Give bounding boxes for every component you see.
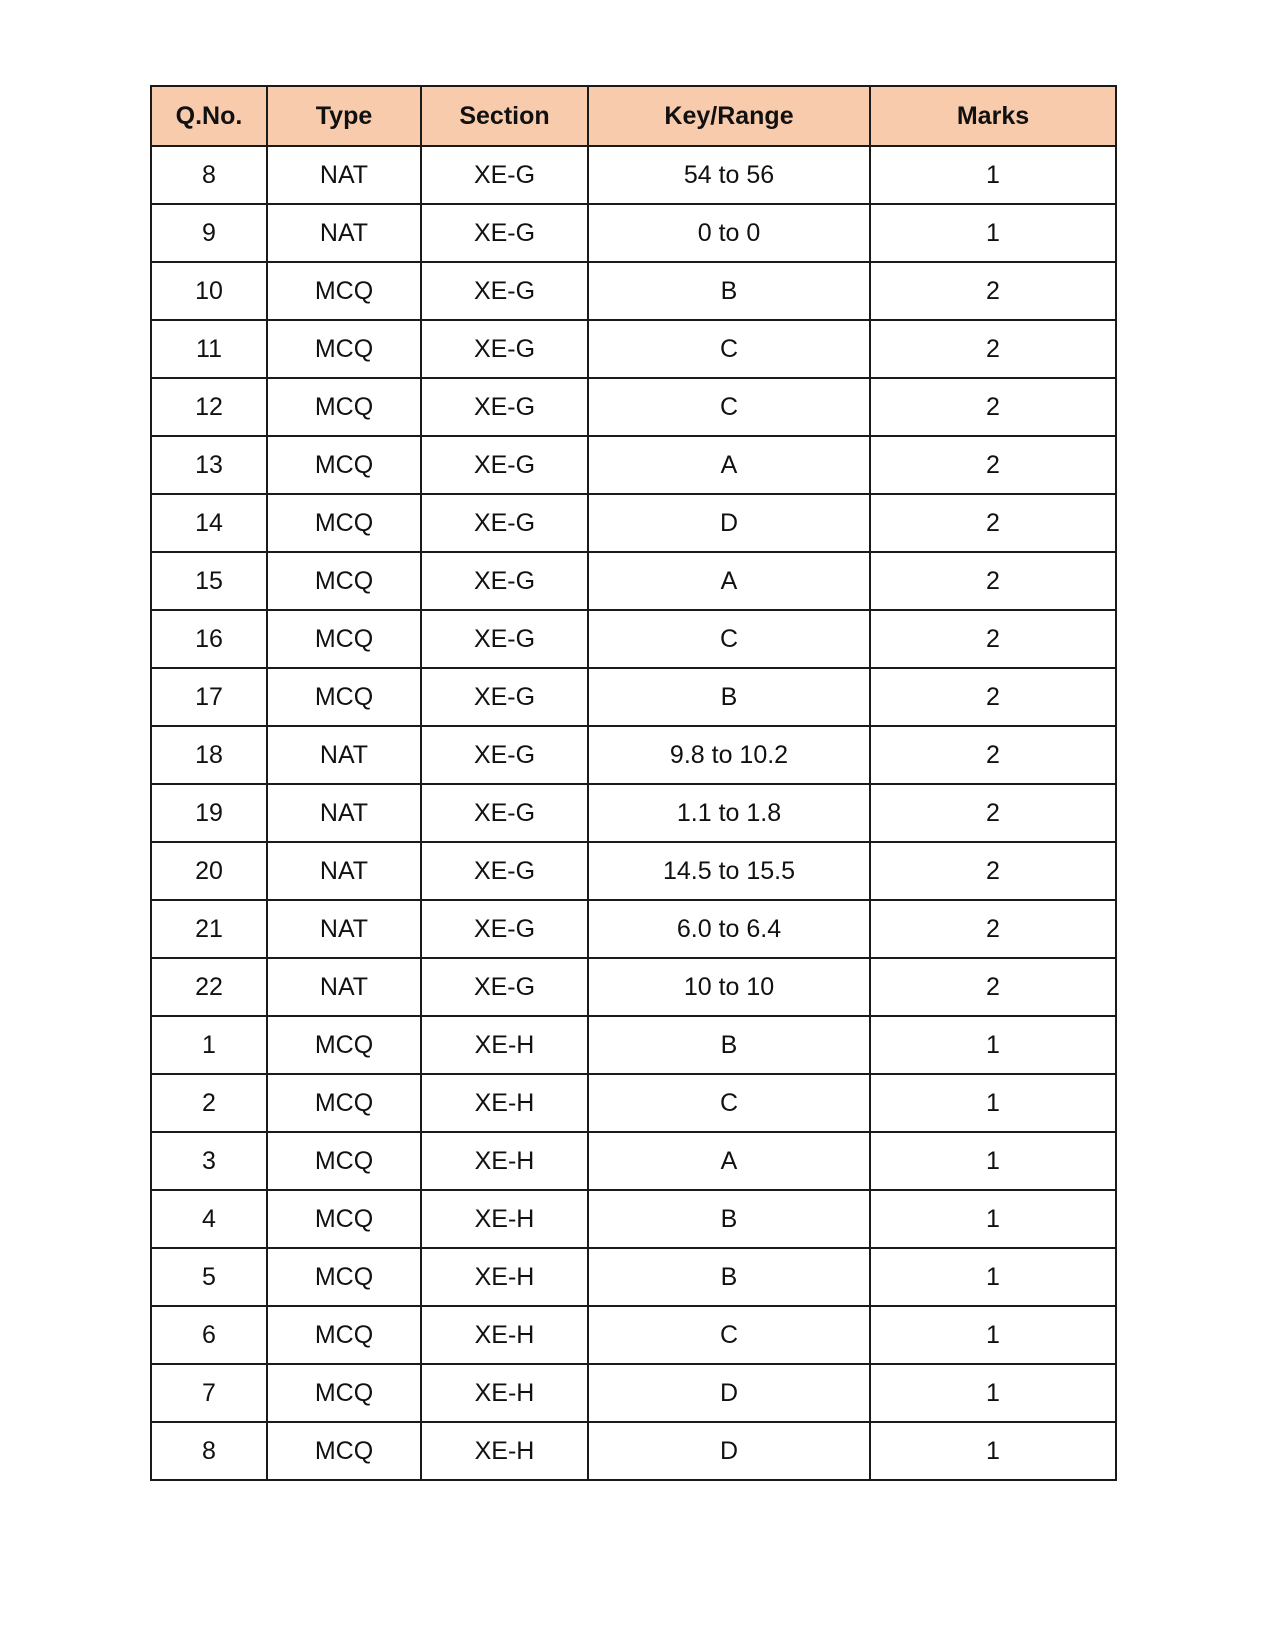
table-row: [151, 1364, 1116, 1422]
cell-section: XE-G: [421, 146, 588, 204]
cell-qno: 3: [151, 1132, 267, 1190]
cell-type: MCQ: [267, 1132, 421, 1190]
header-marks: Marks: [870, 86, 1116, 146]
cell-key-range: D: [588, 1422, 870, 1480]
cell-marks: 1: [870, 204, 1116, 262]
table-row: [151, 784, 1116, 842]
header-key-range: Key/Range: [588, 86, 870, 146]
cell-key-range: B: [588, 262, 870, 320]
cell-section: XE-G: [421, 784, 588, 842]
cell-marks: 2: [870, 552, 1116, 610]
table-row: [151, 320, 1116, 378]
cell-section: XE-G: [421, 958, 588, 1016]
table-row: [151, 436, 1116, 494]
cell-section: XE-G: [421, 494, 588, 552]
table-row: [151, 900, 1116, 958]
cell-qno: 20: [151, 842, 267, 900]
cell-key-range: D: [588, 1364, 870, 1422]
cell-section: XE-G: [421, 610, 588, 668]
cell-type: MCQ: [267, 1190, 421, 1248]
cell-marks: 1: [870, 1190, 1116, 1248]
cell-marks: 2: [870, 378, 1116, 436]
table-row: [151, 494, 1116, 552]
cell-qno: 6: [151, 1306, 267, 1364]
cell-qno: 11: [151, 320, 267, 378]
cell-key-range: 9.8 to 10.2: [588, 726, 870, 784]
cell-key-range: B: [588, 1190, 870, 1248]
cell-key-range: C: [588, 610, 870, 668]
table-row: [151, 1016, 1116, 1074]
table-row: [151, 610, 1116, 668]
cell-key-range: C: [588, 1306, 870, 1364]
cell-type: MCQ: [267, 262, 421, 320]
cell-key-range: C: [588, 378, 870, 436]
cell-marks: 1: [870, 146, 1116, 204]
cell-section: XE-H: [421, 1016, 588, 1074]
table-row: [151, 262, 1116, 320]
cell-marks: 1: [870, 1306, 1116, 1364]
cell-type: MCQ: [267, 1016, 421, 1074]
cell-type: MCQ: [267, 1074, 421, 1132]
cell-section: XE-H: [421, 1422, 588, 1480]
header-qno: Q.No.: [151, 86, 267, 146]
cell-section: XE-H: [421, 1364, 588, 1422]
cell-type: MCQ: [267, 320, 421, 378]
cell-qno: 8: [151, 146, 267, 204]
cell-type: MCQ: [267, 552, 421, 610]
cell-key-range: A: [588, 436, 870, 494]
cell-qno: 12: [151, 378, 267, 436]
cell-qno: 9: [151, 204, 267, 262]
cell-marks: 2: [870, 262, 1116, 320]
table-header: [151, 86, 1116, 146]
table-row: [151, 958, 1116, 1016]
cell-type: MCQ: [267, 1248, 421, 1306]
header-type: Type: [267, 86, 421, 146]
table-row: [151, 842, 1116, 900]
table-row: [151, 1306, 1116, 1364]
table-row: [151, 1190, 1116, 1248]
cell-qno: 16: [151, 610, 267, 668]
cell-type: MCQ: [267, 1364, 421, 1422]
cell-type: NAT: [267, 726, 421, 784]
cell-section: XE-G: [421, 900, 588, 958]
cell-section: XE-H: [421, 1190, 588, 1248]
cell-key-range: C: [588, 320, 870, 378]
cell-marks: 1: [870, 1132, 1116, 1190]
cell-marks: 1: [870, 1074, 1116, 1132]
table-row: [151, 146, 1116, 204]
table-row: [151, 1248, 1116, 1306]
cell-key-range: B: [588, 668, 870, 726]
cell-key-range: A: [588, 1132, 870, 1190]
cell-qno: 21: [151, 900, 267, 958]
cell-marks: 2: [870, 842, 1116, 900]
cell-key-range: 14.5 to 15.5: [588, 842, 870, 900]
cell-qno: 4: [151, 1190, 267, 1248]
cell-marks: 2: [870, 958, 1116, 1016]
cell-qno: 2: [151, 1074, 267, 1132]
cell-key-range: 10 to 10: [588, 958, 870, 1016]
cell-marks: 1: [870, 1364, 1116, 1422]
cell-section: XE-G: [421, 842, 588, 900]
cell-marks: 2: [870, 726, 1116, 784]
cell-type: MCQ: [267, 668, 421, 726]
cell-section: XE-G: [421, 320, 588, 378]
cell-qno: 14: [151, 494, 267, 552]
cell-marks: 1: [870, 1248, 1116, 1306]
cell-type: NAT: [267, 204, 421, 262]
cell-key-range: B: [588, 1016, 870, 1074]
cell-qno: 10: [151, 262, 267, 320]
cell-marks: 2: [870, 668, 1116, 726]
cell-qno: 18: [151, 726, 267, 784]
table-row: [151, 1132, 1116, 1190]
cell-section: XE-G: [421, 552, 588, 610]
table-row: [151, 204, 1116, 262]
cell-section: XE-G: [421, 726, 588, 784]
cell-type: MCQ: [267, 494, 421, 552]
cell-type: MCQ: [267, 436, 421, 494]
cell-type: MCQ: [267, 1422, 421, 1480]
answer-key-table: [150, 85, 1117, 1481]
cell-section: XE-G: [421, 204, 588, 262]
cell-section: XE-H: [421, 1306, 588, 1364]
cell-key-range: B: [588, 1248, 870, 1306]
cell-key-range: C: [588, 1074, 870, 1132]
cell-qno: 17: [151, 668, 267, 726]
cell-type: NAT: [267, 842, 421, 900]
header-section: Section: [421, 86, 588, 146]
cell-marks: 2: [870, 320, 1116, 378]
table-row: [151, 378, 1116, 436]
cell-marks: 2: [870, 900, 1116, 958]
table-body: [151, 146, 1116, 1480]
table-row: [151, 726, 1116, 784]
cell-type: NAT: [267, 900, 421, 958]
cell-qno: 5: [151, 1248, 267, 1306]
cell-qno: 8: [151, 1422, 267, 1480]
cell-qno: 15: [151, 552, 267, 610]
cell-section: XE-G: [421, 378, 588, 436]
cell-qno: 19: [151, 784, 267, 842]
table-row: [151, 1074, 1116, 1132]
cell-marks: 1: [870, 1422, 1116, 1480]
cell-section: XE-G: [421, 262, 588, 320]
cell-key-range: 54 to 56: [588, 146, 870, 204]
cell-type: MCQ: [267, 610, 421, 668]
cell-section: XE-G: [421, 436, 588, 494]
cell-type: NAT: [267, 146, 421, 204]
cell-type: MCQ: [267, 378, 421, 436]
cell-section: XE-H: [421, 1248, 588, 1306]
cell-marks: 2: [870, 494, 1116, 552]
cell-key-range: 0 to 0: [588, 204, 870, 262]
cell-section: XE-G: [421, 668, 588, 726]
table-row: [151, 668, 1116, 726]
table-row: [151, 552, 1116, 610]
cell-qno: 13: [151, 436, 267, 494]
cell-key-range: 1.1 to 1.8: [588, 784, 870, 842]
cell-qno: 1: [151, 1016, 267, 1074]
cell-qno: 22: [151, 958, 267, 1016]
cell-type: MCQ: [267, 1306, 421, 1364]
cell-marks: 2: [870, 784, 1116, 842]
cell-key-range: A: [588, 552, 870, 610]
cell-marks: 1: [870, 1016, 1116, 1074]
cell-key-range: D: [588, 494, 870, 552]
cell-section: XE-H: [421, 1074, 588, 1132]
cell-marks: 2: [870, 610, 1116, 668]
table-row: [151, 1422, 1116, 1480]
cell-type: NAT: [267, 958, 421, 1016]
cell-type: NAT: [267, 784, 421, 842]
cell-section: XE-H: [421, 1132, 588, 1190]
cell-marks: 2: [870, 436, 1116, 494]
cell-key-range: 6.0 to 6.4: [588, 900, 870, 958]
header-row: [151, 86, 1116, 146]
cell-qno: 7: [151, 1364, 267, 1422]
